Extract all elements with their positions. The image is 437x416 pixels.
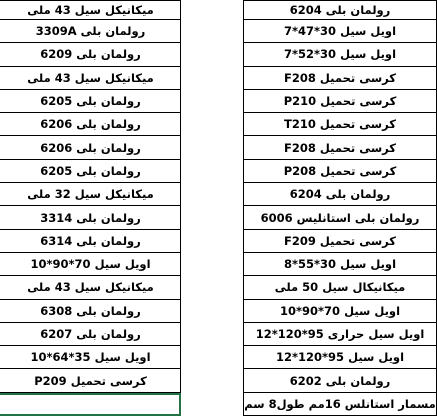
selected-empty-cell[interactable] — [0, 393, 181, 416]
cell-left-14[interactable]: رولمان بلی 6308 — [0, 300, 181, 323]
cell-right-12[interactable]: اویل سیل 30*55*8 — [243, 253, 437, 276]
cell-right-18[interactable]: مسمار استانلس 16مم طول8 سم — [243, 393, 437, 416]
cell-left-12[interactable]: اویل سیل 70*90*10 — [0, 253, 181, 276]
cell-right-13[interactable]: میکانیکال سیل 50 ملی — [243, 276, 437, 299]
column-gap — [181, 0, 243, 400]
cell-right-7[interactable]: کرسی تحمیل F208 — [243, 136, 437, 159]
cell-left-6[interactable]: رولمان بلی 6206 — [0, 113, 181, 136]
cell-left-9[interactable]: میکانیکل سیل 32 ملی — [0, 183, 181, 206]
cell-left-1[interactable]: میکانیکل سیل 43 ملی — [0, 0, 181, 20]
cell-left-2[interactable]: رولمان بلی 3309A — [0, 20, 181, 43]
cell-right-15[interactable]: اویل سیل حراری 95*120*12 — [243, 323, 437, 346]
cell-left-15[interactable]: رولمان بلی 6207 — [0, 323, 181, 346]
cell-right-5[interactable]: کرسی تحمیل P210 — [243, 90, 437, 113]
cell-right-8[interactable]: کرسی تحمیل P208 — [243, 160, 437, 183]
column-right — [243, 0, 437, 416]
cell-right-11[interactable]: کرسی تحمیل F209 — [243, 230, 437, 253]
cell-right-4[interactable]: کرسی تحمیل F208 — [243, 67, 437, 90]
cell-left-11[interactable]: رولمان بلی 6314 — [0, 230, 181, 253]
cell-left-17[interactable]: کرسی تحمیل P209 — [0, 369, 181, 392]
cell-left-4[interactable]: میکانیکل سیل 43 ملی — [0, 67, 181, 90]
cell-left-10[interactable]: رولمان بلی 3314 — [0, 206, 181, 229]
cell-left-16[interactable]: اویل سیل 35*64*10 — [0, 346, 181, 369]
cell-left-8[interactable]: رولمان بلی 6205 — [0, 160, 181, 183]
cell-right-16[interactable]: اویل سیل 95*120*12 — [243, 346, 437, 369]
cell-right-14[interactable]: اویل سیل 70*90*10 — [243, 300, 437, 323]
cell-right-2[interactable]: اویل سیل 30*47*7 — [243, 20, 437, 43]
cell-right-17[interactable]: رولمان بلی 6202 — [243, 369, 437, 392]
cell-left-13[interactable]: میکانیکل سیل 43 ملی — [0, 276, 181, 299]
cell-right-10[interactable]: رولمان بلی استانلیس 6006 — [243, 206, 437, 229]
cell-right-9[interactable]: رولمان بلی 6204 — [243, 183, 437, 206]
cell-right-3[interactable]: اویل سیل 30*52*7 — [243, 43, 437, 66]
column-left — [0, 0, 181, 416]
cell-left-3[interactable]: رولمان بلی 6209 — [0, 43, 181, 66]
cell-left-5[interactable]: رولمان بلی 6205 — [0, 90, 181, 113]
cell-right-6[interactable]: کرسی تحمیل T210 — [243, 113, 437, 136]
cell-right-1[interactable]: رولمان بلی 6204 — [243, 0, 437, 20]
cell-left-7[interactable]: رولمان بلی 6206 — [0, 136, 181, 159]
